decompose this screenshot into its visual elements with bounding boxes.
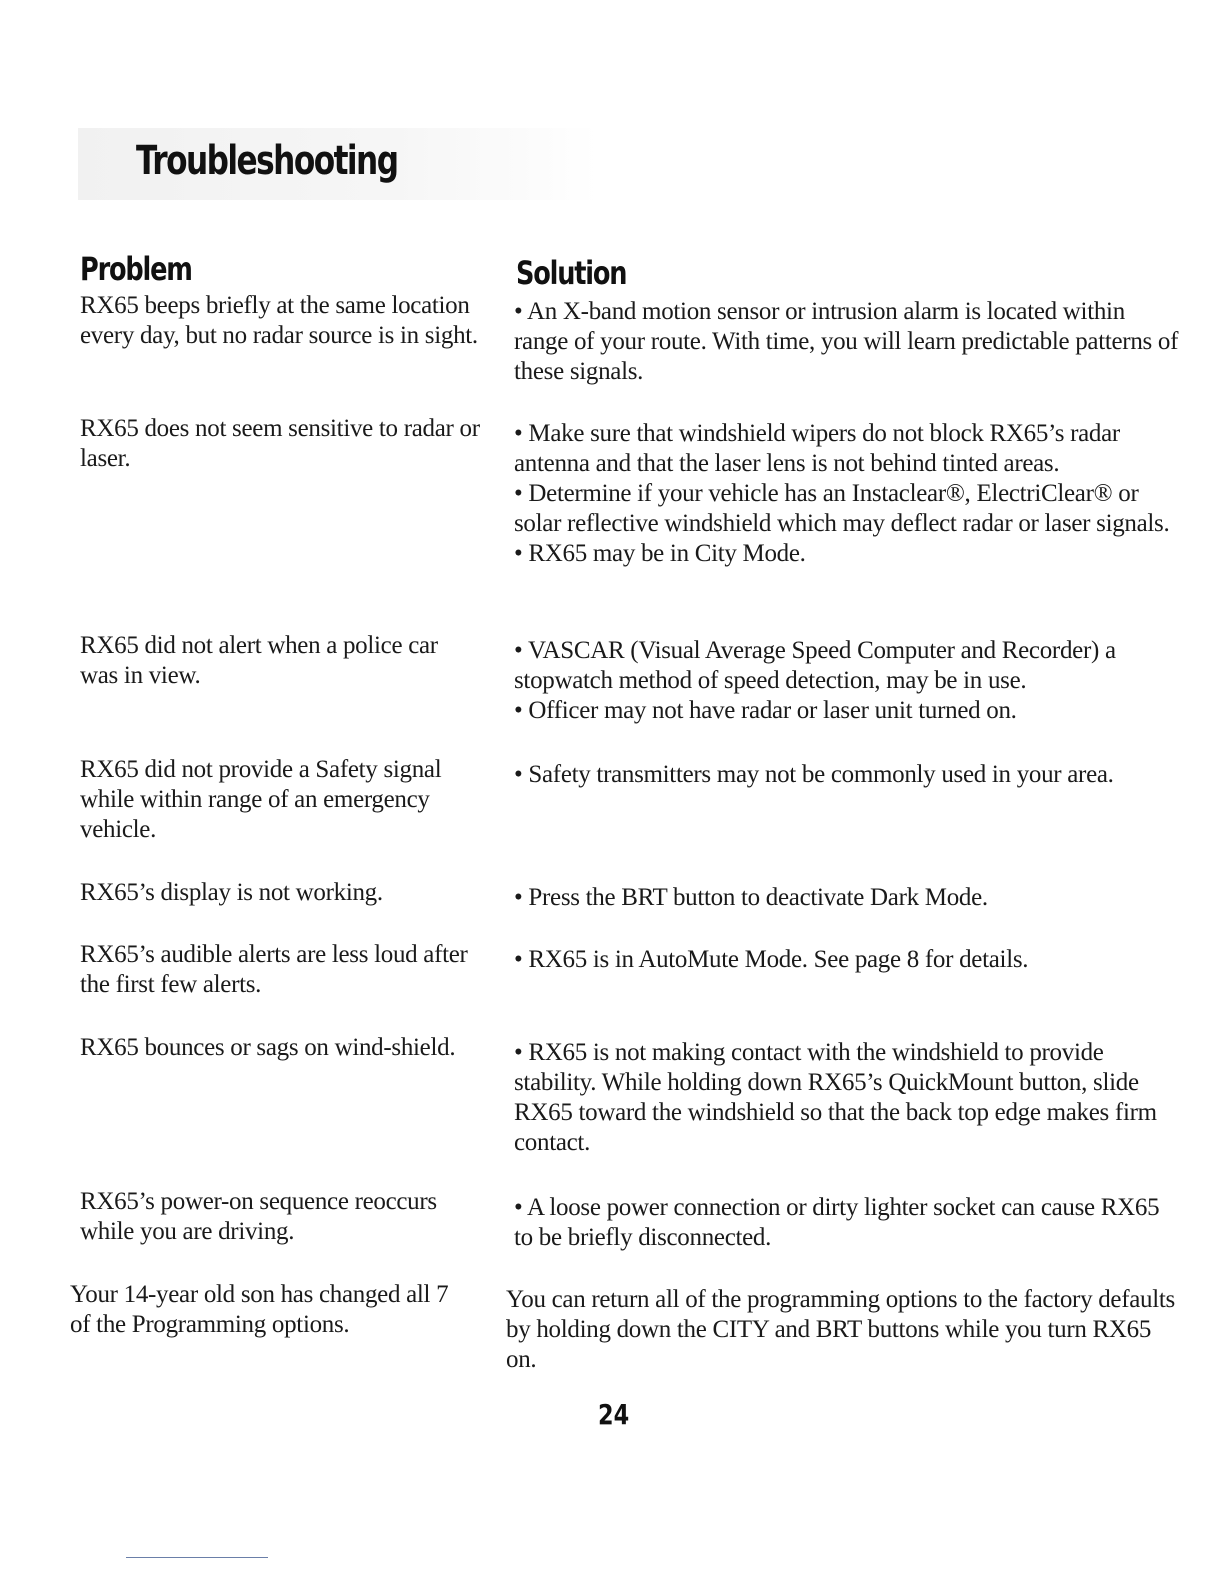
solution-2 [514,419,1184,569]
problem-6: RX65’s audible alerts are less loud after the first few alerts. [80,941,468,998]
page-title: Troubleshooting [136,138,398,184]
problem-5: RX65’s display is not working. [80,879,383,906]
problem-9: Your 14-year old son has changed all 7 of the Programming options. [70,1281,449,1338]
solution-2-item-2: • Determine if your vehicle has an Instaclear®, ElectriClear® or solar reflective windshield which may deflect radar or laser signals. [514,480,1170,537]
solution-1 [514,297,1184,387]
solution-4 [514,760,1184,790]
problem-3: RX65 did not alert when a police car was in view. [80,632,438,689]
solution-5 [514,883,1184,913]
problem-7: RX65 bounces or sags on wind-shield. [80,1034,456,1061]
solution-3 [514,636,1184,726]
solution-9-item-1: You can return all of the programming options to the factory defaults by holding down the CITY and BRT buttons while you turn RX65 on. [506,1286,1175,1373]
bottom-rule [126,1557,268,1558]
problem-2: RX65 does not seem sensitive to radar or laser. [80,415,480,472]
problem-4: RX65 did not provide a Safety signal while within range of an emergency vehicle. [80,756,442,843]
solution-6-item-1: • RX65 is in AutoMute Mode. See page 8 for details. [514,946,1029,973]
solution-8-item-1: • A loose power connection or dirty lighter socket can cause RX65 to be briefly disconnected. [514,1194,1160,1251]
solution-3-item-1: • VASCAR (Visual Average Speed Computer and Recorder) a stopwatch method of speed detection, may be in use. [514,637,1116,694]
solution-column-heading: Solution [516,254,627,292]
solution-7-item-1: • RX65 is not making contact with the windshield to provide stability. While holding down RX65’s QuickMount button, slide RX65 toward the windshield so that the back top edge makes firm contact. [514,1039,1157,1156]
problem-column-heading: Problem [80,250,192,288]
solution-3-item-2: • Officer may not have radar or laser unit turned on. [514,697,1017,724]
solution-2-item-1: • Make sure that windshield wipers do not block RX65’s radar antenna and that the laser lens is not behind tinted areas. [514,420,1120,477]
solution-9 [506,1285,1176,1375]
solution-1-item-1: • An X-band motion sensor or intrusion alarm is located within range of your route. With time, you will learn predictable patterns of these signals. [514,298,1179,385]
problem-1: RX65 beeps briefly at the same location every day, but no radar source is in sight. [80,292,478,349]
page-number: 24 [598,1398,630,1431]
solution-6 [514,945,1184,975]
solution-2-item-3: • RX65 may be in City Mode. [514,540,806,567]
solution-8 [514,1193,1184,1253]
solution-5-item-1: • Press the BRT button to deactivate Dark Mode. [514,884,988,911]
solution-4-item-1: • Safety transmitters may not be commonly used in your area. [514,761,1114,788]
problem-8: RX65’s power-on sequence reoccurs while you are driving. [80,1188,437,1245]
solution-7 [514,1038,1184,1158]
